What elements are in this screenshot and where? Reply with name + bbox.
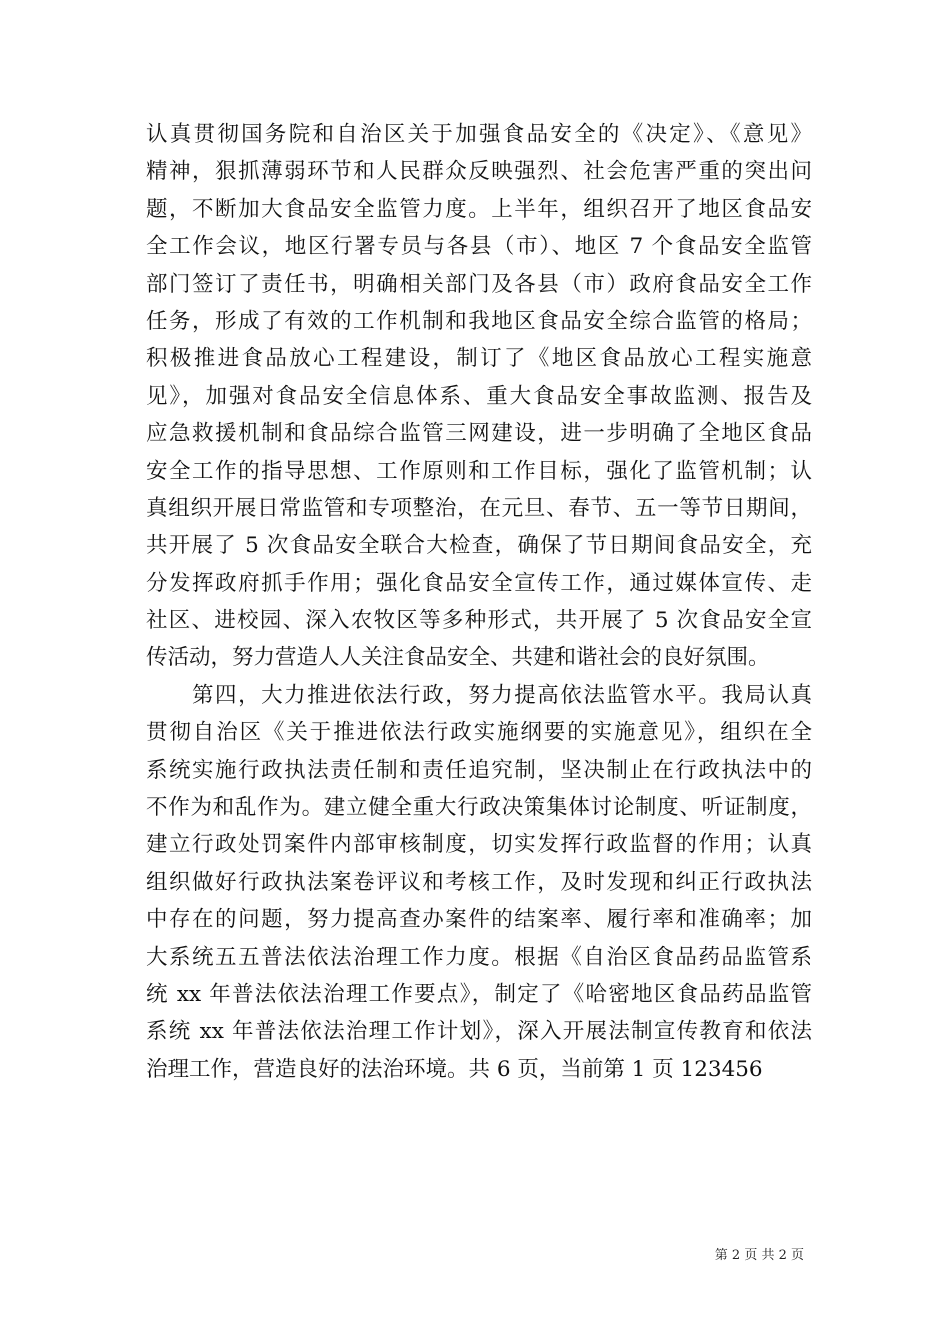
- body-text: [146, 116, 812, 1088]
- text-line: 安全工作的指导思想、工作原则和工作目标，强化了监管机制；认: [146, 458, 812, 484]
- text-line: 系统 xx 年普法依法治理工作计划》，深入开展法制宣传教育和依法: [146, 1019, 812, 1045]
- text-line: 积极推进食品放心工程建设，制订了《地区食品放心工程实施意: [146, 346, 812, 372]
- text-line: 组织做好行政执法案卷评议和考核工作，及时发现和纠正行政执法: [146, 869, 812, 895]
- text-line: 治理工作，营造良好的法治环境。共 6 页，当前第 1 页 123456: [146, 1056, 763, 1082]
- text-line: 题，不断加大食品安全监管力度。上半年，组织召开了地区食品安: [146, 196, 812, 222]
- text-line: 大系统五五普法依法治理工作力度。根据《自治区食品药品监管系: [146, 944, 812, 970]
- text-line: 统 xx 年普法依法治理工作要点》，制定了《哈密地区食品药品监管: [146, 981, 812, 1007]
- text-line: 真组织开展日常监管和专项整治，在元旦、春节、五一等节日期间，: [146, 495, 812, 521]
- text-line: 社区、进校园、深入农牧区等多种形式，共开展了 5 次食品安全宣: [146, 608, 812, 634]
- text-line: 贯彻自治区《关于推进依法行政实施纲要的实施意见》，组织在全: [146, 720, 812, 746]
- text-line: 分发挥政府抓手作用；强化食品安全宣传工作，通过媒体宣传、走: [146, 570, 812, 596]
- text-line: 精神，狠抓薄弱环节和人民群众反映强烈、社会危害严重的突出问: [146, 159, 812, 185]
- text-line: 见》，加强对食品安全信息体系、重大食品安全事故监测、报告及: [146, 383, 812, 409]
- text-line: 认真贯彻国务院和自治区关于加强食品安全的《决定》、《意见》: [146, 122, 812, 147]
- text-line: 传活动，努力营造人人关注食品安全、共建和谐社会的良好氛围。: [146, 645, 770, 671]
- text-line: 中存在的问题，努力提高查办案件的结案率、履行率和准确率；加: [146, 907, 812, 933]
- text-line: 系统实施行政执法责任制和责任追究制，坚决制止在行政执法中的: [146, 757, 812, 783]
- text-line: 第四，大力推进依法行政，努力提高依法监管水平。我局认真: [146, 682, 812, 708]
- text-line: 任务，形成了有效的工作机制和我地区食品安全综合监管的格局；: [146, 308, 812, 334]
- page-footer: 第 2 页 共 2 页: [714, 1248, 804, 1263]
- text-line: 不作为和乱作为。建立健全重大行政决策集体讨论制度、听证制度，: [146, 795, 812, 821]
- text-line: 部门签订了责任书，明确相关部门及各县（市）政府食品安全工作: [146, 271, 812, 297]
- text-line: 共开展了 5 次食品安全联合大检查，确保了节日期间食品安全，充: [146, 533, 812, 559]
- text-line: 应急救援机制和食品综合监管三网建设，进一步明确了全地区食品: [146, 421, 812, 447]
- text-line: 建立行政处罚案件内部审核制度，切实发挥行政监督的作用；认真: [146, 832, 812, 858]
- text-line: 全工作会议，地区行署专员与各县（市）、地区 7 个食品安全监管: [146, 234, 812, 260]
